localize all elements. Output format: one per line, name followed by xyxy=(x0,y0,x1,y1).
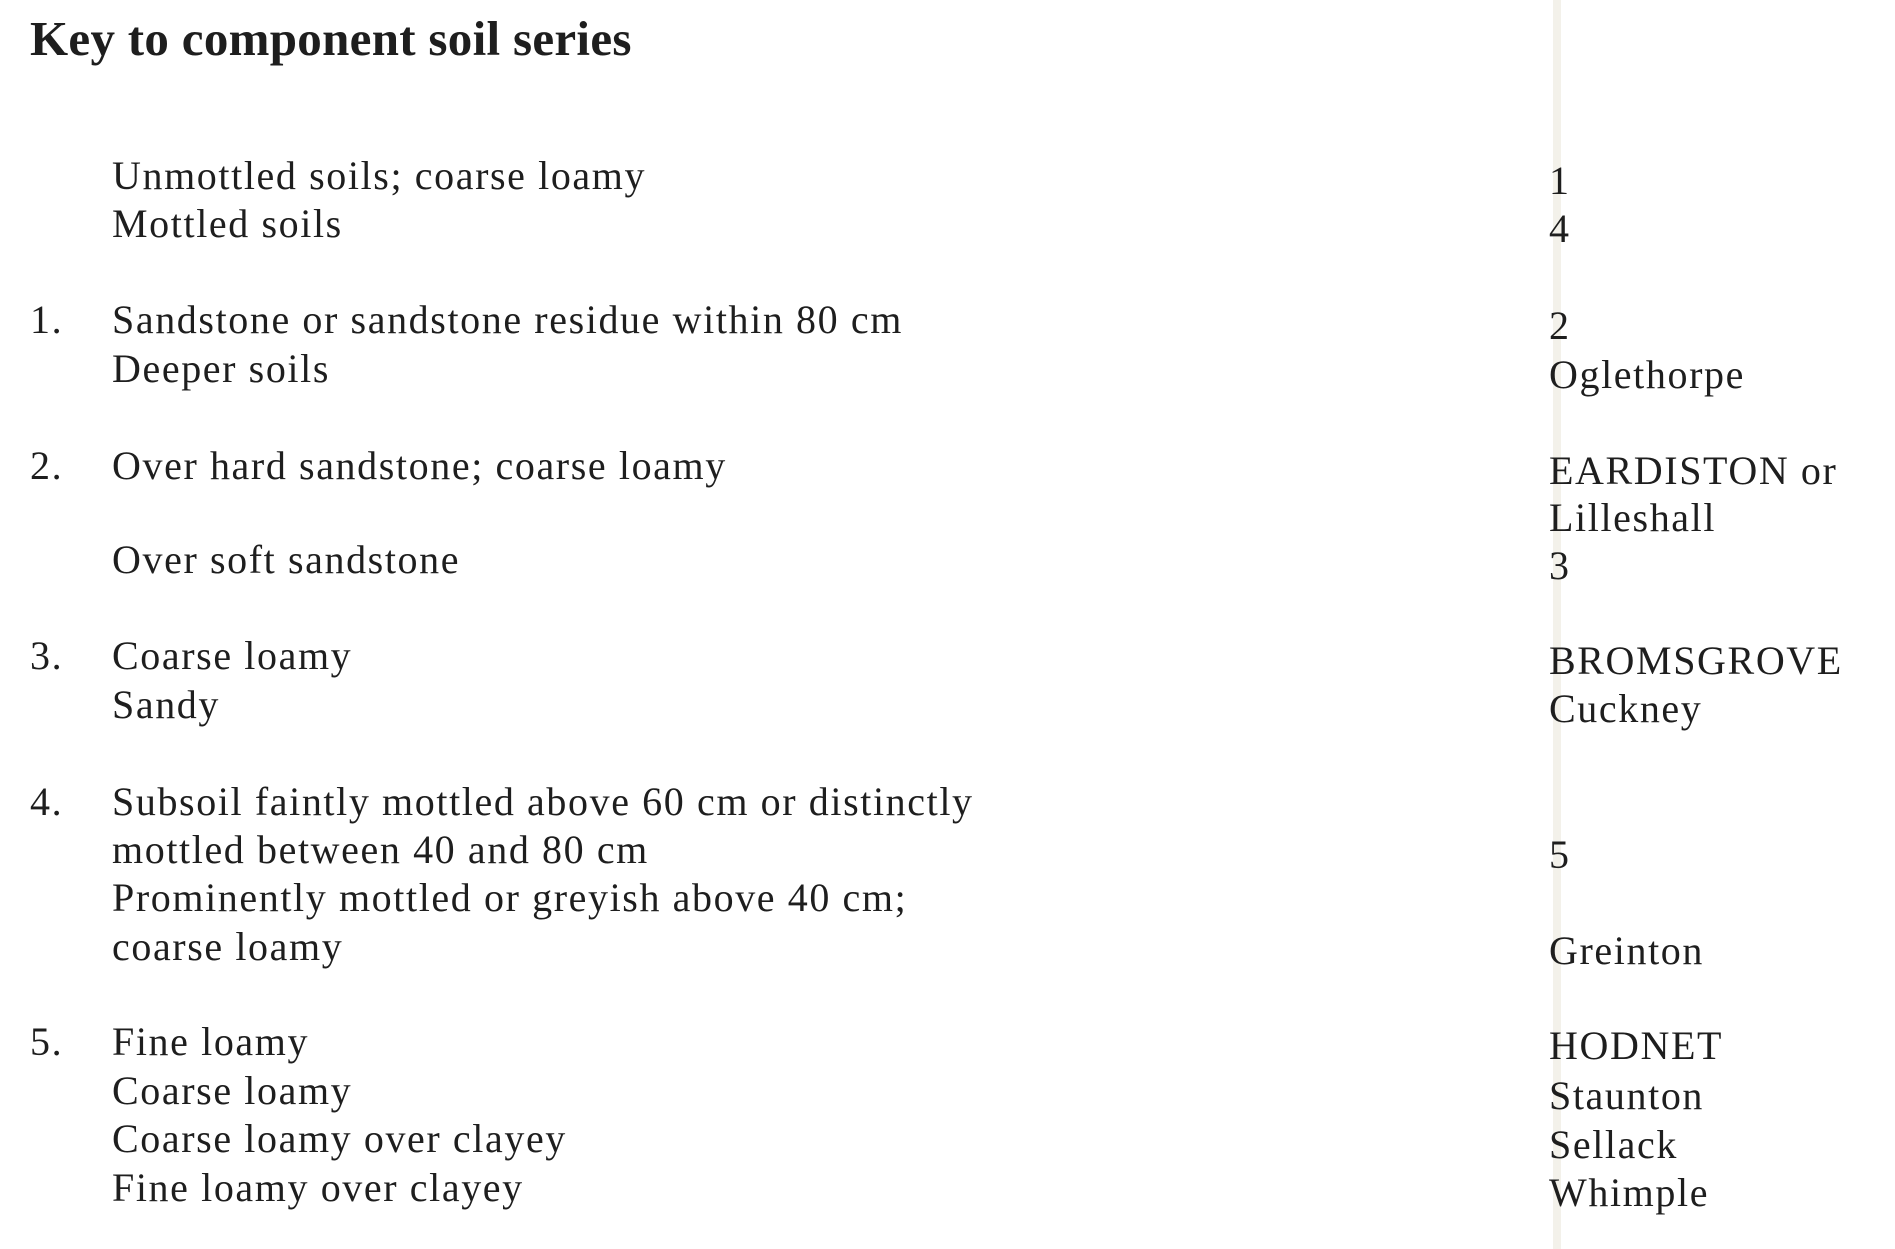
page-title: Key to component soil series xyxy=(30,11,632,66)
key-series: Greinton xyxy=(1549,928,1704,973)
key-description: Prominently mottled or greyish above 40 cm; xyxy=(112,875,908,920)
key-series: 2 xyxy=(1549,303,1571,348)
key-description: Fine loamy xyxy=(112,1019,310,1064)
key-step-number: 1. xyxy=(30,297,64,342)
key-series: Lilleshall xyxy=(1549,495,1717,540)
key-series: HODNET xyxy=(1549,1023,1724,1068)
key-description: Coarse loamy xyxy=(112,1068,353,1113)
key-series: Oglethorpe xyxy=(1549,352,1745,397)
key-description: Fine loamy over clayey xyxy=(112,1165,524,1210)
key-series: 3 xyxy=(1549,543,1571,588)
key-description: Subsoil faintly mottled above 60 cm or distinctly xyxy=(112,779,974,824)
key-description: coarse loamy xyxy=(112,924,344,969)
key-series: Whimple xyxy=(1549,1170,1710,1215)
key-description: Mottled soils xyxy=(112,201,343,246)
key-series: BROMSGROVE xyxy=(1549,638,1843,683)
key-description: Sandstone or sandstone residue within 80 cm xyxy=(112,297,903,342)
key-description: Over soft sandstone xyxy=(112,537,461,582)
key-description: Sandy xyxy=(112,682,220,727)
key-series: Staunton xyxy=(1549,1073,1705,1118)
key-description: Coarse loamy xyxy=(112,633,353,678)
key-series: Sellack xyxy=(1549,1122,1678,1167)
key-description: mottled between 40 and 80 cm xyxy=(112,827,649,872)
key-step-number: 2. xyxy=(30,443,64,488)
key-series: 1 xyxy=(1549,158,1571,203)
key-series: EARDISTON or xyxy=(1549,448,1838,493)
key-step-number: 3. xyxy=(30,633,64,678)
key-description: Over hard sandstone; coarse loamy xyxy=(112,443,727,488)
key-description: Coarse loamy over clayey xyxy=(112,1116,567,1161)
key-series: Cuckney xyxy=(1549,686,1703,731)
key-description: Unmottled soils; coarse loamy xyxy=(112,153,647,198)
key-step-number: 4. xyxy=(30,779,64,824)
key-step-number: 5. xyxy=(30,1019,64,1064)
key-series: 5 xyxy=(1549,832,1571,877)
key-series: 4 xyxy=(1549,206,1571,251)
key-description: Deeper soils xyxy=(112,346,331,391)
